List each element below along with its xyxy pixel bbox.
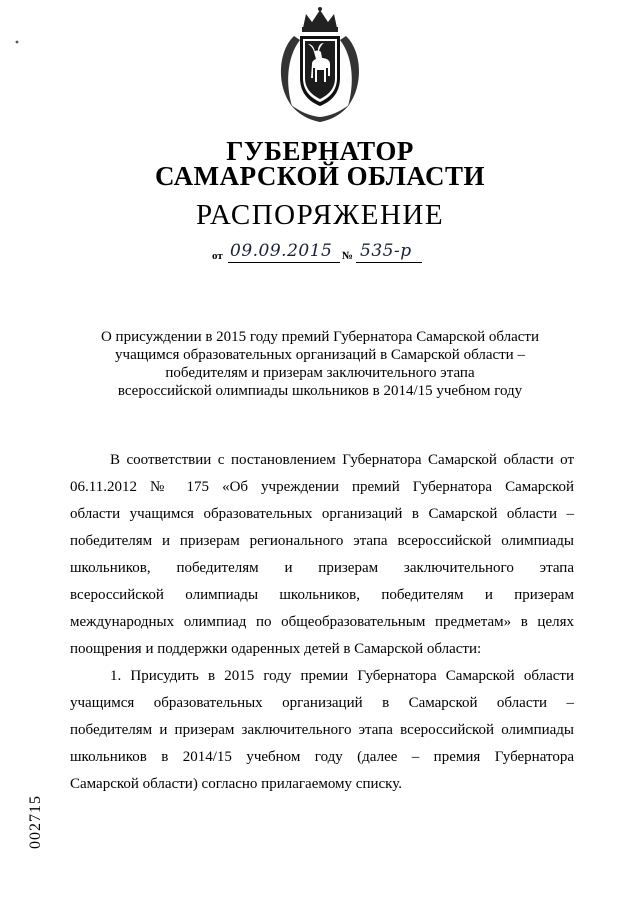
body-line: школьников в 2014/15 учебном году (далее – премия Губернатора: [70, 749, 574, 765]
body-line: Самарской области) согласно прилагаемому списку.: [70, 776, 402, 792]
date-number-line: [212, 240, 442, 270]
crown-icon: [302, 7, 338, 32]
body-line: школьников, победителям и призерам заключительного этапа: [70, 560, 574, 576]
subject-line: всероссийской олимпиады школьников в 2014/15 учебном году: [117, 383, 523, 399]
document-type-title: РАСПОРЯЖЕНИЕ: [195, 199, 445, 231]
body-line: 06.11.2012 № 175 «Об учреждении премий Губернатора Самарской: [70, 479, 574, 495]
date-underline: [228, 262, 340, 263]
body-line: учащимся образовательных организаций в Самарской области –: [70, 695, 574, 711]
serial-number: 002715: [27, 795, 44, 849]
body-line: В соответствии с постановлением Губернатора Самарской области от: [110, 452, 574, 468]
handwritten-number: 535-р: [360, 241, 412, 261]
handwritten-date: 09.09.2015: [230, 241, 333, 261]
body-line: победителям и призерам заключительного этапа всероссийской олимпиады: [70, 722, 574, 738]
subject-line: учащимся образовательных организаций в Самарской области –: [115, 347, 525, 363]
body-line: 1. Присудить в 2015 году премии Губернатора Самарской области: [110, 668, 574, 684]
body-line: международных олимпиад по общеобразовательным предметам» в целях: [70, 614, 574, 630]
issuer-region: САМАРСКОЙ ОБЛАСТИ: [154, 161, 486, 191]
coat-of-arms-emblem: [270, 6, 370, 124]
document-subject: [60, 328, 580, 400]
number-label: №: [342, 250, 354, 262]
body-line: победителям и призерам регионального этапа всероссийской олимпиады: [70, 533, 574, 549]
margin-serial-stamp: [26, 782, 46, 862]
number-underline: [356, 262, 422, 263]
body-line: всероссийской олимпиады школьников, победителям и призерам: [70, 587, 574, 603]
body-line: области учащимся образовательных организаций в Самарской области –: [70, 506, 574, 522]
date-from-label: от: [212, 250, 223, 262]
issuer-title: ГУБЕРНАТОР: [226, 136, 414, 166]
subject-line: победителям и призерам заключительного этапа: [165, 365, 475, 381]
body-line: поощрения и поддержки одаренных детей в Самарской области:: [70, 641, 482, 657]
subject-line: О присуждении в 2015 году премий Губернатора Самарской области: [100, 329, 540, 345]
scan-speck-mark: [14, 32, 20, 38]
